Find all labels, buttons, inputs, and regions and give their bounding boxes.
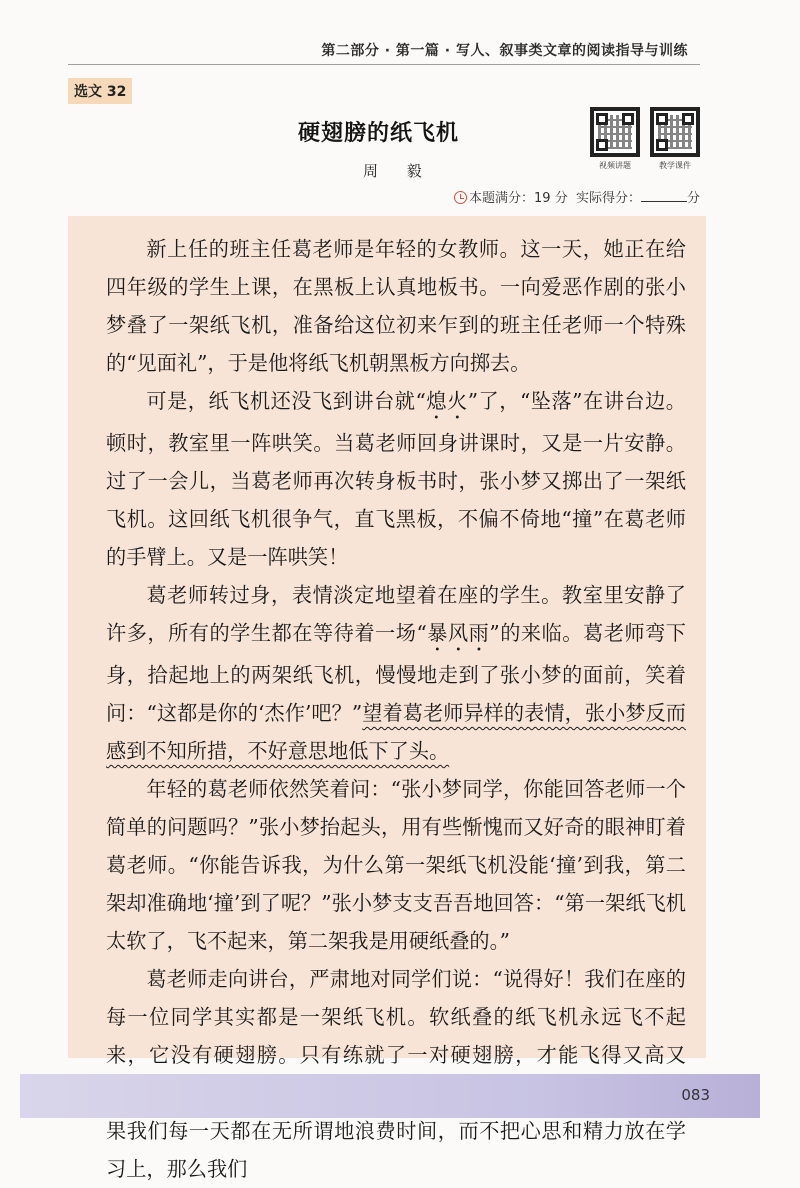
paragraph-2 bbox=[106, 382, 686, 576]
page-number: 083 bbox=[681, 1086, 710, 1104]
qr-label: 视频讲题 bbox=[599, 161, 631, 170]
emphasis-dots: 熄火 bbox=[425, 389, 468, 413]
article-title: 硬翅膀的纸飞机 bbox=[298, 120, 460, 146]
actual-score-suffix: 分 bbox=[686, 191, 700, 206]
full-score: 本题满分：19 分 bbox=[469, 191, 568, 206]
running-head: 第二部分 · 第一篇 · 写人、叙事类文章的阅读指导与训练 bbox=[321, 43, 688, 59]
wavy-underlined-sentence: 望着葛老师异样的表情，张小梦反而感到不知所措，不好意思地低下了头。 bbox=[106, 701, 686, 763]
article-number-tag: 选文 32 bbox=[68, 78, 132, 104]
qr-video-lecture[interactable] bbox=[590, 107, 640, 171]
qr-teaching-slides[interactable] bbox=[650, 107, 700, 171]
paragraph-1: 新上任的班主任葛老师是年轻的女教师。这一天，她正在给四年级的学生上课，在黑板上认真地板书。一向爱恶作剧的张小梦叠了一架纸飞机，准备给这位初来乍到的班主任老师一个特殊的“见面礼”，于是他将纸飞机朝黑板方向掷去。 bbox=[106, 237, 686, 375]
header-divider bbox=[68, 64, 700, 65]
qr-label: 教学课件 bbox=[659, 161, 691, 170]
emphasis-dots: 暴风雨 bbox=[426, 621, 490, 645]
clock-icon bbox=[454, 191, 467, 204]
article-author: 周 毅 bbox=[363, 162, 434, 180]
paragraph-4: 年轻的葛老师依然笑着问：“张小梦同学，你能回答老师一个简单的问题吗？”张小梦抬起头，用有些惭愧而又好奇的眼神盯着葛老师。“你能告诉我，为什么第一架纸飞机没能‘撞’到我，第二架却准确地‘撞’到了呢？”张小梦支支吾吾地回答：“第一架纸飞机太软了，飞不起来，第二架我是用硬纸叠的。” bbox=[106, 777, 686, 953]
text-run: 可是，纸飞机还没飞到讲台就“ bbox=[146, 389, 426, 413]
text-run: ”的来临。葛老师弯下身，拾起地上的两架纸飞机，慢慢地走到了张小梦的面前，笑着问：“这都是你的‘杰作’吧？” bbox=[106, 621, 686, 725]
footer-band bbox=[20, 1074, 760, 1118]
text-run: 葛老师转过身，表情淡定地望着在座的学生。教室里安静了许多，所有的学生都在等待着一场“ bbox=[106, 583, 686, 645]
qr-code-icon bbox=[650, 107, 700, 157]
actual-score-blank[interactable] bbox=[641, 191, 687, 202]
actual-score-label: 实际得分： bbox=[575, 191, 641, 206]
score-line bbox=[454, 187, 700, 206]
paragraph-5: 葛老师走向讲台，严肃地对同学们说：“说得好！我们在座的每一位同学其实都是一架纸飞机。软纸叠的纸飞机永远飞不起来，它没有硬翅膀。只有练就了一对硬翅膀，才能飞得又高又 果我们每一天都在无所谓地浪费时间，而不把心思和精力放在学习上，那么我们 bbox=[106, 967, 686, 1181]
qr-code-icon bbox=[590, 107, 640, 157]
text-run: ”了，“坠落”在讲台边。顿时，教室里一阵哄笑。当葛老师回身讲课时，又是一片安静。过了一会儿，当葛老师再次转身板书时，张小梦又掷出了一架纸飞机。这回纸飞机很争气，直飞黑板，不偏不倚地“撞”在葛老师的手臂上。又是一阵哄笑！ bbox=[106, 389, 686, 569]
paragraph-3 bbox=[106, 576, 686, 770]
